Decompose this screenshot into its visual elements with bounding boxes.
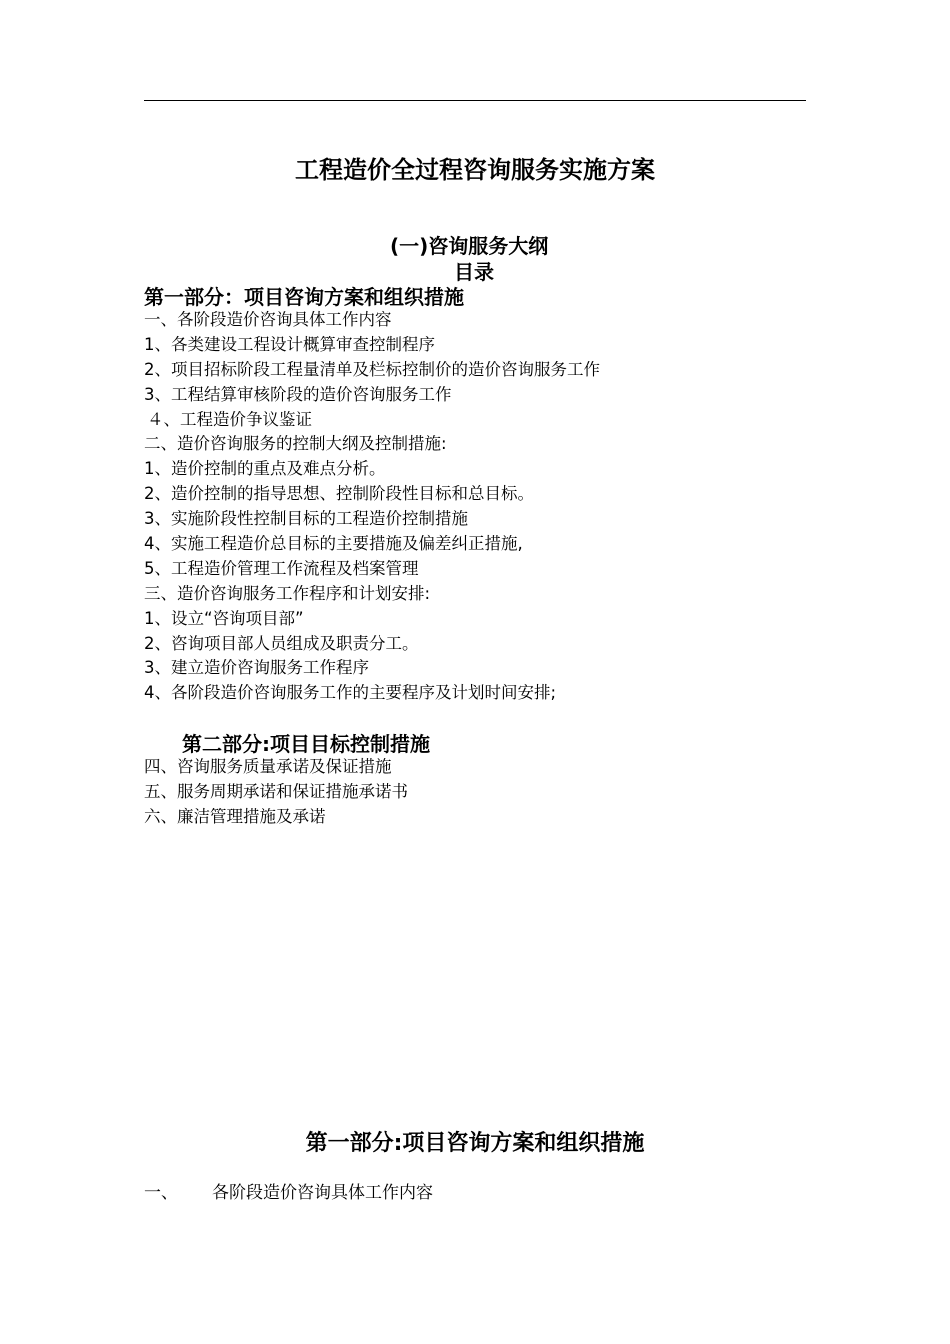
toc-item: 3、建立造价咨询服务工作程序 (144, 658, 369, 678)
outline-subtitle: (一)咨询服务大纲 (390, 234, 549, 258)
toc-item: 1、各类建设工程设计概算审查控制程序 (144, 334, 435, 354)
toc-item: 1、造价控制的重点及难点分析。 (144, 459, 386, 479)
toc-item: 4、实施工程造价总目标的主要措施及偏差纠正措施, (144, 534, 523, 554)
toc-item: 2、咨询项目部人员组成及职责分工。 (144, 633, 419, 653)
toc-item: 2、造价控制的指导思想、控制阶段性目标和总目标。 (144, 484, 534, 504)
toc-item: 1、设立“咨询项目部” (144, 608, 304, 628)
toc-item: 4、各阶段造价咨询服务工作的主要程序及计划时间安排; (144, 683, 557, 703)
part1-toc-list (144, 308, 600, 706)
part2-toc-list (144, 755, 408, 830)
header-rule (144, 100, 806, 101)
toc-item: 一、各阶段造价咨询具体工作内容 (144, 310, 392, 329)
section-sub-number: 一、 (144, 1183, 178, 1203)
toc-item: 五、服务周期承诺和保证措施承诺书 (144, 781, 408, 801)
part1-heading: 第一部分：项目咨询方案和组织措施 (144, 285, 464, 309)
toc-item: 六、廉洁管理措施及承诺 (144, 806, 326, 826)
toc-item: 2、项目招标阶段工程量清单及栏标控制价的造价咨询服务工作 (144, 359, 600, 379)
section-subheading (144, 1180, 433, 1206)
toc-item: 3、实施阶段性控制目标的工程造价控制措施 (144, 509, 468, 529)
section-sub-text: 各阶段造价咨询具体工作内容 (212, 1183, 433, 1203)
toc-item: 5、工程造价管理工作流程及档案管理 (144, 558, 419, 578)
toc-heading: 目录 (454, 260, 494, 284)
document-title: 工程造价全过程咨询服务实施方案 (295, 156, 655, 184)
toc-item: ４、工程造价争议鉴证 (147, 409, 312, 429)
toc-item: 四、咨询服务质量承诺及保证措施 (144, 757, 392, 776)
toc-item: 二、造价咨询服务的控制大纲及控制措施: (144, 434, 447, 454)
part2-heading: 第二部分:项目目标控制措施 (182, 732, 430, 756)
toc-item: 三、造价咨询服务工作程序和计划安排: (144, 583, 431, 603)
section-heading: 第一部分:项目咨询方案和组织措施 (305, 1131, 645, 1156)
toc-item: 3、工程结算审核阶段的造价咨询服务工作 (144, 384, 452, 404)
